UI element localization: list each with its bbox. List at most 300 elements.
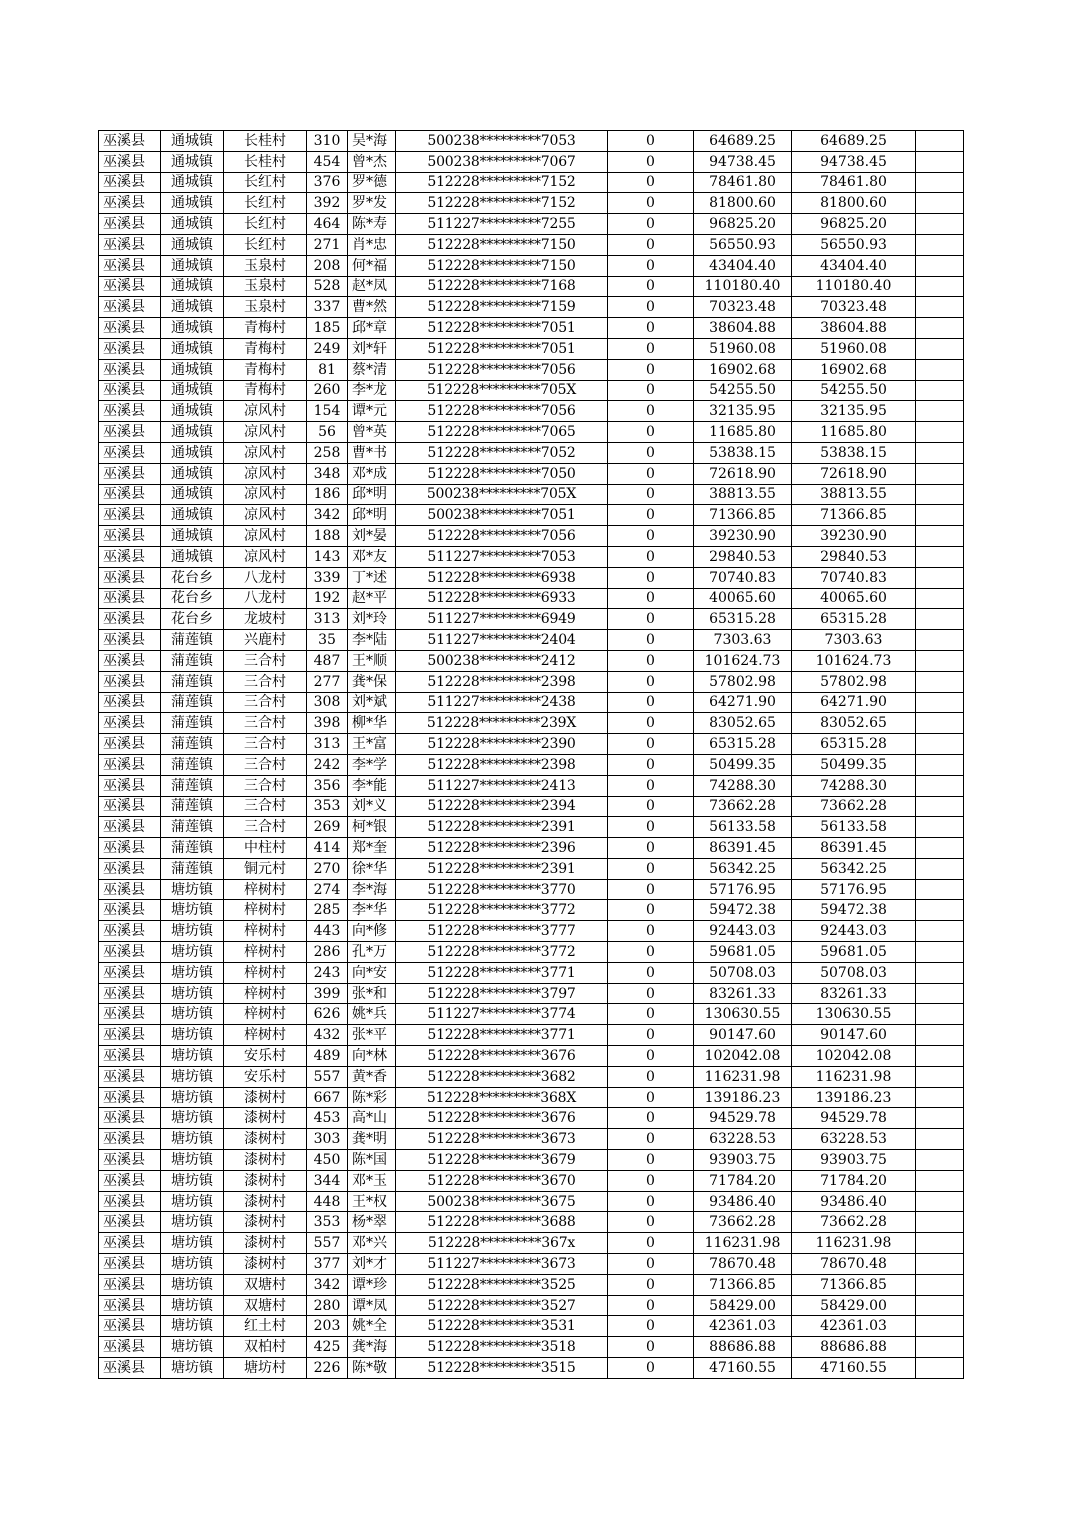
id-number-cell: 512228*********7050 — [396, 463, 608, 484]
total-cell: 54255.50 — [792, 380, 916, 401]
county-cell: 巫溪县 — [99, 1087, 161, 1108]
table-row — [99, 650, 964, 671]
note-cell — [916, 734, 964, 755]
village-cell: 梓树村 — [224, 962, 307, 983]
village-cell: 安乐村 — [224, 1046, 307, 1067]
note-cell — [916, 775, 964, 796]
county-cell: 巫溪县 — [99, 1108, 161, 1129]
number-cell: 226 — [307, 1358, 348, 1379]
amount-cell: 139186.23 — [694, 1087, 792, 1108]
town-cell: 塘坊镇 — [161, 1337, 224, 1358]
town-cell: 塘坊镇 — [161, 1087, 224, 1108]
id-number-cell: 500238*********7053 — [396, 131, 608, 152]
total-cell: 65315.28 — [792, 734, 916, 755]
note-cell — [916, 567, 964, 588]
zero-cell: 0 — [608, 734, 694, 755]
county-cell: 巫溪县 — [99, 609, 161, 630]
name-cell: 姚*全 — [348, 1316, 396, 1337]
table-row — [99, 983, 964, 1004]
zero-cell: 0 — [608, 193, 694, 214]
id-number-cell: 511227*********3774 — [396, 1004, 608, 1025]
total-cell: 83261.33 — [792, 983, 916, 1004]
zero-cell: 0 — [608, 401, 694, 422]
id-number-cell: 512228*********3777 — [396, 921, 608, 942]
name-cell: 曾*杰 — [348, 151, 396, 172]
number-cell: 414 — [307, 838, 348, 859]
note-cell — [916, 297, 964, 318]
name-cell: 罗*德 — [348, 172, 396, 193]
town-cell: 花台乡 — [161, 567, 224, 588]
zero-cell: 0 — [608, 1046, 694, 1067]
total-cell: 116231.98 — [792, 1233, 916, 1254]
town-cell: 塘坊镇 — [161, 1316, 224, 1337]
county-cell: 巫溪县 — [99, 401, 161, 422]
zero-cell: 0 — [608, 297, 694, 318]
table-row — [99, 1150, 964, 1171]
zero-cell: 0 — [608, 151, 694, 172]
zero-cell: 0 — [608, 900, 694, 921]
town-cell: 通城镇 — [161, 318, 224, 339]
id-number-cell: 512228*********3771 — [396, 1025, 608, 1046]
number-cell: 313 — [307, 734, 348, 755]
note-cell — [916, 505, 964, 526]
county-cell: 巫溪县 — [99, 962, 161, 983]
amount-cell: 7303.63 — [694, 630, 792, 651]
county-cell: 巫溪县 — [99, 505, 161, 526]
total-cell: 63228.53 — [792, 1129, 916, 1150]
town-cell: 蒲莲镇 — [161, 858, 224, 879]
amount-cell: 93486.40 — [694, 1191, 792, 1212]
id-number-cell: 511227*********7053 — [396, 546, 608, 567]
town-cell: 通城镇 — [161, 422, 224, 443]
town-cell: 塘坊镇 — [161, 1004, 224, 1025]
zero-cell: 0 — [608, 1212, 694, 1233]
county-cell: 巫溪县 — [99, 422, 161, 443]
table-row — [99, 1295, 964, 1316]
id-number-cell: 512228*********7051 — [396, 318, 608, 339]
zero-cell: 0 — [608, 214, 694, 235]
number-cell: 342 — [307, 505, 348, 526]
table-row — [99, 1212, 964, 1233]
name-cell: 曹*书 — [348, 442, 396, 463]
amount-cell: 16902.68 — [694, 359, 792, 380]
id-number-cell: 512228*********368X — [396, 1087, 608, 1108]
number-cell: 271 — [307, 234, 348, 255]
zero-cell: 0 — [608, 1337, 694, 1358]
zero-cell: 0 — [608, 838, 694, 859]
village-cell: 凉风村 — [224, 505, 307, 526]
village-cell: 梓树村 — [224, 1025, 307, 1046]
number-cell: 342 — [307, 1274, 348, 1295]
total-cell: 93486.40 — [792, 1191, 916, 1212]
name-cell: 陈*国 — [348, 1150, 396, 1171]
village-cell: 青梅村 — [224, 318, 307, 339]
village-cell: 龙坡村 — [224, 609, 307, 630]
id-number-cell: 512228*********3525 — [396, 1274, 608, 1295]
table-row — [99, 546, 964, 567]
name-cell: 向*修 — [348, 921, 396, 942]
town-cell: 通城镇 — [161, 546, 224, 567]
name-cell: 吴*海 — [348, 131, 396, 152]
county-cell: 巫溪县 — [99, 318, 161, 339]
zero-cell: 0 — [608, 463, 694, 484]
village-cell: 铜元村 — [224, 858, 307, 879]
amount-cell: 70740.83 — [694, 567, 792, 588]
id-number-cell: 512228*********3673 — [396, 1129, 608, 1150]
table-row — [99, 255, 964, 276]
note-cell — [916, 234, 964, 255]
id-number-cell: 512228*********3515 — [396, 1358, 608, 1379]
id-number-cell: 512228*********3797 — [396, 983, 608, 1004]
table-row — [99, 172, 964, 193]
total-cell: 116231.98 — [792, 1066, 916, 1087]
amount-cell: 54255.50 — [694, 380, 792, 401]
name-cell: 李*龙 — [348, 380, 396, 401]
table-row — [99, 630, 964, 651]
county-cell: 巫溪县 — [99, 338, 161, 359]
zero-cell: 0 — [608, 858, 694, 879]
number-cell: 308 — [307, 692, 348, 713]
table-row — [99, 900, 964, 921]
county-cell: 巫溪县 — [99, 1191, 161, 1212]
town-cell: 通城镇 — [161, 234, 224, 255]
note-cell — [916, 1025, 964, 1046]
note-cell — [916, 401, 964, 422]
amount-cell: 83261.33 — [694, 983, 792, 1004]
name-cell: 邓*玉 — [348, 1170, 396, 1191]
number-cell: 270 — [307, 858, 348, 879]
zero-cell: 0 — [608, 1066, 694, 1087]
name-cell: 孔*万 — [348, 942, 396, 963]
county-cell: 巫溪县 — [99, 1066, 161, 1087]
county-cell: 巫溪县 — [99, 442, 161, 463]
id-number-cell: 512228*********3688 — [396, 1212, 608, 1233]
county-cell: 巫溪县 — [99, 796, 161, 817]
table-row — [99, 297, 964, 318]
town-cell: 塘坊镇 — [161, 1046, 224, 1067]
town-cell: 通城镇 — [161, 276, 224, 297]
total-cell: 86391.45 — [792, 838, 916, 859]
total-cell: 64689.25 — [792, 131, 916, 152]
amount-cell: 56133.58 — [694, 817, 792, 838]
name-cell: 刘*斌 — [348, 692, 396, 713]
town-cell: 塘坊镇 — [161, 1274, 224, 1295]
county-cell: 巫溪县 — [99, 775, 161, 796]
table-row — [99, 359, 964, 380]
village-cell: 梓树村 — [224, 900, 307, 921]
amount-cell: 86391.45 — [694, 838, 792, 859]
id-number-cell: 512228*********3771 — [396, 962, 608, 983]
note-cell — [916, 1170, 964, 1191]
zero-cell: 0 — [608, 131, 694, 152]
town-cell: 通城镇 — [161, 255, 224, 276]
zero-cell: 0 — [608, 1004, 694, 1025]
amount-cell: 11685.80 — [694, 422, 792, 443]
id-number-cell: 511227*********3673 — [396, 1254, 608, 1275]
id-number-cell: 512228*********3670 — [396, 1170, 608, 1191]
amount-cell: 57802.98 — [694, 671, 792, 692]
zero-cell: 0 — [608, 1316, 694, 1337]
total-cell: 47160.55 — [792, 1358, 916, 1379]
town-cell: 通城镇 — [161, 505, 224, 526]
note-cell — [916, 671, 964, 692]
table-row — [99, 1108, 964, 1129]
town-cell: 蒲莲镇 — [161, 754, 224, 775]
county-cell: 巫溪县 — [99, 172, 161, 193]
village-cell: 三合村 — [224, 817, 307, 838]
number-cell: 203 — [307, 1316, 348, 1337]
zero-cell: 0 — [608, 942, 694, 963]
number-cell: 154 — [307, 401, 348, 422]
number-cell: 277 — [307, 671, 348, 692]
village-cell: 梓树村 — [224, 983, 307, 1004]
county-cell: 巫溪县 — [99, 1254, 161, 1275]
id-number-cell: 512228*********705X — [396, 380, 608, 401]
name-cell: 刘*轩 — [348, 338, 396, 359]
table-row — [99, 422, 964, 443]
table-row — [99, 1129, 964, 1150]
note-cell — [916, 1108, 964, 1129]
table-row — [99, 1274, 964, 1295]
note-cell — [916, 193, 964, 214]
note-cell — [916, 1212, 964, 1233]
village-cell: 三合村 — [224, 796, 307, 817]
total-cell: 57802.98 — [792, 671, 916, 692]
table-row — [99, 505, 964, 526]
note-cell — [916, 422, 964, 443]
total-cell: 59681.05 — [792, 942, 916, 963]
total-cell: 110180.40 — [792, 276, 916, 297]
table-row — [99, 962, 964, 983]
id-number-cell: 512228*********3772 — [396, 900, 608, 921]
note-cell — [916, 318, 964, 339]
name-cell: 张*和 — [348, 983, 396, 1004]
amount-cell: 83052.65 — [694, 713, 792, 734]
county-cell: 巫溪县 — [99, 734, 161, 755]
zero-cell: 0 — [608, 255, 694, 276]
note-cell — [916, 1087, 964, 1108]
county-cell: 巫溪县 — [99, 754, 161, 775]
note-cell — [916, 1295, 964, 1316]
zero-cell: 0 — [608, 1191, 694, 1212]
amount-cell: 102042.08 — [694, 1046, 792, 1067]
zero-cell: 0 — [608, 1170, 694, 1191]
total-cell: 64271.90 — [792, 692, 916, 713]
amount-cell: 72618.90 — [694, 463, 792, 484]
town-cell: 通城镇 — [161, 151, 224, 172]
number-cell: 258 — [307, 442, 348, 463]
table-row — [99, 463, 964, 484]
village-cell: 漆树村 — [224, 1150, 307, 1171]
id-number-cell: 512228*********7056 — [396, 401, 608, 422]
table-row — [99, 817, 964, 838]
zero-cell: 0 — [608, 172, 694, 193]
total-cell: 101624.73 — [792, 650, 916, 671]
name-cell: 王*顺 — [348, 650, 396, 671]
note-cell — [916, 1129, 964, 1150]
zero-cell: 0 — [608, 1233, 694, 1254]
zero-cell: 0 — [608, 338, 694, 359]
table-row — [99, 1316, 964, 1337]
note-cell — [916, 442, 964, 463]
village-cell: 塘坊村 — [224, 1358, 307, 1379]
village-cell: 玉泉村 — [224, 297, 307, 318]
town-cell: 通城镇 — [161, 172, 224, 193]
county-cell: 巫溪县 — [99, 484, 161, 505]
village-cell: 凉风村 — [224, 401, 307, 422]
number-cell: 344 — [307, 1170, 348, 1191]
town-cell: 塘坊镇 — [161, 942, 224, 963]
name-cell: 刘*义 — [348, 796, 396, 817]
number-cell: 489 — [307, 1046, 348, 1067]
county-cell: 巫溪县 — [99, 713, 161, 734]
note-cell — [916, 609, 964, 630]
town-cell: 通城镇 — [161, 193, 224, 214]
id-number-cell: 512228*********3518 — [396, 1337, 608, 1358]
number-cell: 353 — [307, 1212, 348, 1233]
zero-cell: 0 — [608, 1274, 694, 1295]
number-cell: 274 — [307, 879, 348, 900]
county-cell: 巫溪县 — [99, 858, 161, 879]
id-number-cell: 511227*********7255 — [396, 214, 608, 235]
id-number-cell: 500238*********7067 — [396, 151, 608, 172]
id-number-cell: 512228*********6933 — [396, 588, 608, 609]
table-row — [99, 921, 964, 942]
name-cell: 曹*然 — [348, 297, 396, 318]
name-cell: 李*能 — [348, 775, 396, 796]
village-cell: 双柏村 — [224, 1337, 307, 1358]
amount-cell: 42361.03 — [694, 1316, 792, 1337]
town-cell: 通城镇 — [161, 401, 224, 422]
village-cell: 安乐村 — [224, 1066, 307, 1087]
town-cell: 塘坊镇 — [161, 1295, 224, 1316]
town-cell: 塘坊镇 — [161, 1212, 224, 1233]
note-cell — [916, 900, 964, 921]
county-cell: 巫溪县 — [99, 567, 161, 588]
county-cell: 巫溪县 — [99, 1046, 161, 1067]
zero-cell: 0 — [608, 234, 694, 255]
name-cell: 罗*发 — [348, 193, 396, 214]
number-cell: 443 — [307, 921, 348, 942]
total-cell: 43404.40 — [792, 255, 916, 276]
table-row — [99, 588, 964, 609]
note-cell — [916, 338, 964, 359]
county-cell: 巫溪县 — [99, 214, 161, 235]
note-cell — [916, 650, 964, 671]
note-cell — [916, 131, 964, 152]
total-cell: 139186.23 — [792, 1087, 916, 1108]
table-row — [99, 775, 964, 796]
id-number-cell: 512228*********7150 — [396, 255, 608, 276]
village-cell: 三合村 — [224, 713, 307, 734]
zero-cell: 0 — [608, 1150, 694, 1171]
note-cell — [916, 942, 964, 963]
zero-cell: 0 — [608, 692, 694, 713]
village-cell: 三合村 — [224, 692, 307, 713]
id-number-cell: 512228*********7152 — [396, 172, 608, 193]
name-cell: 陈*寿 — [348, 214, 396, 235]
county-cell: 巫溪县 — [99, 1274, 161, 1295]
id-number-cell: 512228*********2398 — [396, 754, 608, 775]
town-cell: 塘坊镇 — [161, 879, 224, 900]
total-cell: 71366.85 — [792, 1274, 916, 1295]
total-cell: 94529.78 — [792, 1108, 916, 1129]
table-row — [99, 734, 964, 755]
village-cell: 漆树村 — [224, 1191, 307, 1212]
name-cell: 黄*香 — [348, 1066, 396, 1087]
id-number-cell: 500238*********2412 — [396, 650, 608, 671]
town-cell: 通城镇 — [161, 359, 224, 380]
number-cell: 249 — [307, 338, 348, 359]
amount-cell: 65315.28 — [694, 734, 792, 755]
zero-cell: 0 — [608, 983, 694, 1004]
town-cell: 塘坊镇 — [161, 962, 224, 983]
id-number-cell: 512228*********3772 — [396, 942, 608, 963]
town-cell: 通城镇 — [161, 338, 224, 359]
amount-cell: 101624.73 — [694, 650, 792, 671]
number-cell: 337 — [307, 297, 348, 318]
table-row — [99, 1004, 964, 1025]
amount-cell: 53838.15 — [694, 442, 792, 463]
amount-cell: 71366.85 — [694, 1274, 792, 1295]
number-cell: 398 — [307, 713, 348, 734]
amount-cell: 57176.95 — [694, 879, 792, 900]
total-cell: 78670.48 — [792, 1254, 916, 1275]
name-cell: 邱*章 — [348, 318, 396, 339]
total-cell: 29840.53 — [792, 546, 916, 567]
zero-cell: 0 — [608, 962, 694, 983]
town-cell: 蒲莲镇 — [161, 630, 224, 651]
town-cell: 通城镇 — [161, 131, 224, 152]
county-cell: 巫溪县 — [99, 234, 161, 255]
county-cell: 巫溪县 — [99, 359, 161, 380]
number-cell: 557 — [307, 1233, 348, 1254]
amount-cell: 96825.20 — [694, 214, 792, 235]
amount-cell: 130630.55 — [694, 1004, 792, 1025]
total-cell: 50499.35 — [792, 754, 916, 775]
town-cell: 塘坊镇 — [161, 983, 224, 1004]
note-cell — [916, 1358, 964, 1379]
number-cell: 35 — [307, 630, 348, 651]
id-number-cell: 512228*********2390 — [396, 734, 608, 755]
total-cell: 88686.88 — [792, 1337, 916, 1358]
village-cell: 红土村 — [224, 1316, 307, 1337]
table-row — [99, 609, 964, 630]
county-cell: 巫溪县 — [99, 1025, 161, 1046]
amount-cell: 59681.05 — [694, 942, 792, 963]
name-cell: 赵*凤 — [348, 276, 396, 297]
town-cell: 塘坊镇 — [161, 1233, 224, 1254]
amount-cell: 71366.85 — [694, 505, 792, 526]
town-cell: 塘坊镇 — [161, 1150, 224, 1171]
total-cell: 57176.95 — [792, 879, 916, 900]
table-row — [99, 567, 964, 588]
name-cell: 谭*珍 — [348, 1274, 396, 1295]
village-cell: 玉泉村 — [224, 255, 307, 276]
county-cell: 巫溪县 — [99, 650, 161, 671]
county-cell: 巫溪县 — [99, 983, 161, 1004]
county-cell: 巫溪县 — [99, 1337, 161, 1358]
number-cell: 81 — [307, 359, 348, 380]
amount-cell: 116231.98 — [694, 1066, 792, 1087]
county-cell: 巫溪县 — [99, 151, 161, 172]
note-cell — [916, 754, 964, 775]
amount-cell: 38813.55 — [694, 484, 792, 505]
zero-cell: 0 — [608, 671, 694, 692]
name-cell: 龚*明 — [348, 1129, 396, 1150]
id-number-cell: 512228*********2391 — [396, 858, 608, 879]
note-cell — [916, 526, 964, 547]
